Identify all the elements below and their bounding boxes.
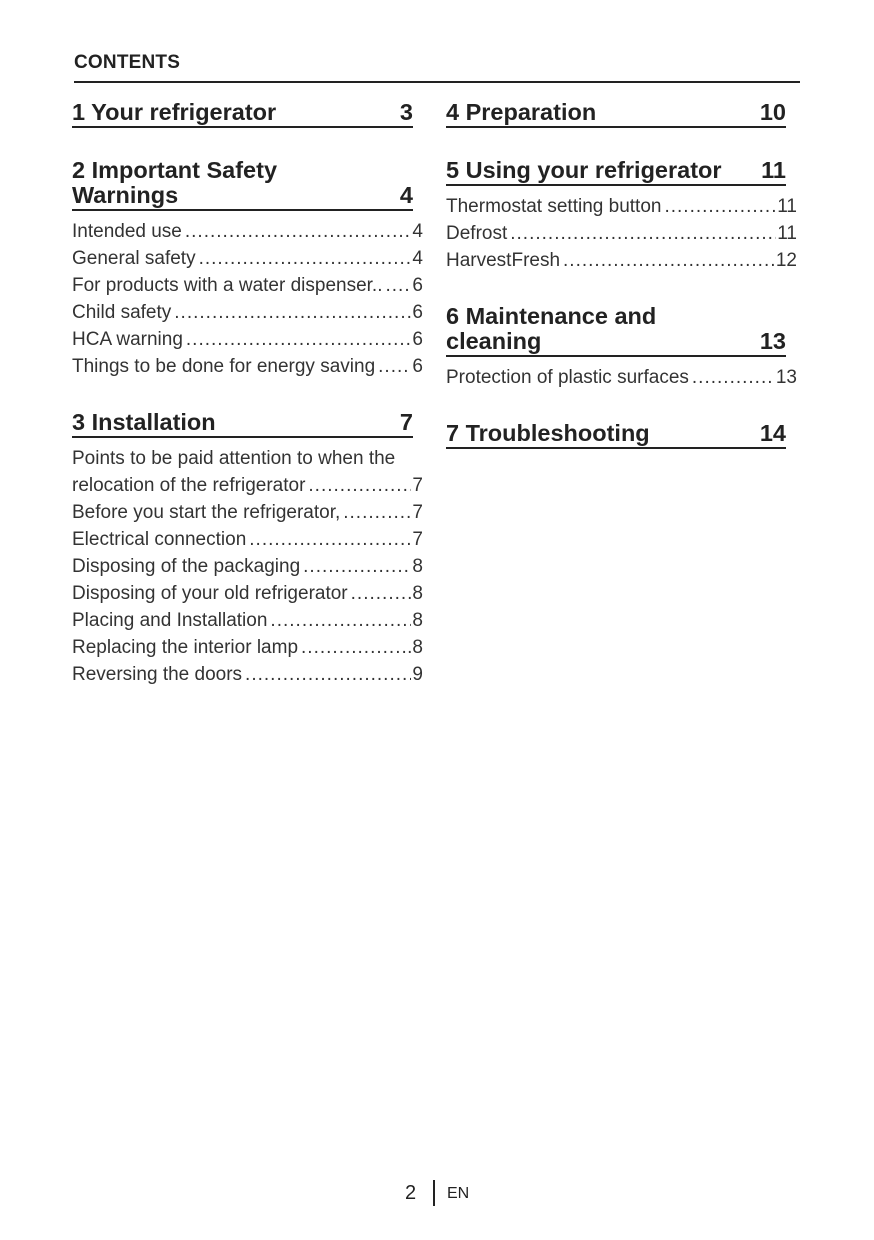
section-page-number: 11 <box>761 157 786 183</box>
entry-page: 8 <box>412 556 423 577</box>
section-title: 6 Maintenance and cleaning <box>446 303 657 354</box>
dot-leader <box>301 634 406 661</box>
toc-entry-list <box>446 193 797 274</box>
toc-entry[interactable] <box>446 220 797 247</box>
page-number: 2 <box>405 1182 417 1204</box>
dot-leader <box>186 326 412 353</box>
toc-entry[interactable] <box>72 299 423 326</box>
entry-label: Protection of plastic surfaces <box>446 367 689 388</box>
entry-page: .8 <box>407 637 423 658</box>
section-heading[interactable] <box>72 100 413 128</box>
dot-leader <box>174 299 411 326</box>
toc-entry[interactable] <box>72 526 423 553</box>
page-footer <box>0 1180 874 1206</box>
dot-leader <box>378 353 411 380</box>
toc-entry[interactable] <box>72 634 423 661</box>
dot-leader <box>270 607 411 634</box>
dot-leader <box>343 499 411 526</box>
section-title: 3 Installation <box>72 409 216 435</box>
entry-label: Reversing the doors <box>72 664 243 685</box>
toc-entry-multiline[interactable] <box>72 445 423 499</box>
dot-leader <box>510 220 776 247</box>
toc-entry[interactable] <box>446 193 797 220</box>
entry-label: Disposing of the packaging <box>72 556 301 577</box>
section-page-number: 4 <box>399 182 413 208</box>
dot-leader <box>185 218 412 245</box>
entry-label: HarvestFresh <box>446 250 561 271</box>
footer-divider <box>433 1180 435 1206</box>
toc-right-column <box>446 100 797 479</box>
entry-page: 4 <box>412 248 423 269</box>
entry-page: 7 <box>412 502 423 523</box>
toc-entry[interactable] <box>72 353 423 380</box>
entry-label: Before you start the refrigerator, <box>72 502 341 523</box>
entry-label: Thermostat setting button <box>446 196 662 217</box>
entry-page: 6 <box>412 302 423 323</box>
entry-page: 11 <box>777 223 797 244</box>
section-heading[interactable] <box>446 100 786 128</box>
section-heading[interactable] <box>446 304 786 357</box>
toc-entry[interactable] <box>72 607 423 634</box>
entry-page: 8 <box>412 610 423 631</box>
section-heading[interactable] <box>446 421 786 449</box>
toc-section-5 <box>446 158 797 274</box>
toc-entry[interactable] <box>446 364 797 391</box>
entry-page: 7 <box>412 529 423 550</box>
section-page-number: 14 <box>759 420 786 446</box>
dot-leader <box>664 193 776 220</box>
page-title: CONTENTS <box>74 52 181 73</box>
section-page-number: 10 <box>759 99 786 125</box>
entry-label: relocation of the refrigerator <box>72 475 306 496</box>
entry-page: 6 <box>412 329 423 350</box>
toc-section-4 <box>446 100 797 128</box>
entry-page: 8 <box>412 583 423 604</box>
dot-leader <box>308 472 411 499</box>
toc-section-1 <box>72 100 423 128</box>
toc-entry[interactable] <box>72 245 423 272</box>
contents-header <box>74 51 800 83</box>
toc-entry[interactable] <box>72 326 423 353</box>
toc-entry-list <box>446 364 797 391</box>
section-page-number: 7 <box>399 409 413 435</box>
toc-entry <box>72 472 423 499</box>
toc-entry[interactable] <box>72 218 423 245</box>
entry-page: 11 <box>777 196 797 217</box>
entry-page: 9 <box>412 664 423 685</box>
toc-entry[interactable] <box>72 553 423 580</box>
toc-entry[interactable] <box>72 272 423 299</box>
language-code: EN <box>447 1185 470 1202</box>
section-heading[interactable] <box>72 410 413 438</box>
dot-leader <box>385 272 411 299</box>
toc-entry-list <box>72 445 423 688</box>
section-heading[interactable] <box>446 158 786 186</box>
entry-label: Replacing the interior lamp <box>72 637 299 658</box>
section-title: 4 Preparation <box>446 99 597 125</box>
section-page-number: 13 <box>759 328 786 354</box>
entry-label: Defrost <box>446 223 508 244</box>
entry-page: 4 <box>412 221 423 242</box>
dot-leader <box>692 364 775 391</box>
section-title: 2 Important Safety Warnings <box>72 157 278 208</box>
toc-entry[interactable] <box>446 247 797 274</box>
entry-label: For products with a water dispenser.. <box>72 275 383 296</box>
toc-entry[interactable] <box>72 661 423 688</box>
dot-leader <box>245 661 411 688</box>
section-page-number: 3 <box>399 99 413 125</box>
dot-leader <box>249 526 411 553</box>
entry-page: 6 <box>412 356 423 377</box>
entry-page: 13 <box>775 367 797 388</box>
entry-label: Placing and Installation <box>72 610 268 631</box>
section-title: 1 Your refrigerator <box>72 99 277 125</box>
toc-left-column <box>72 100 423 718</box>
entry-label: Child safety <box>72 302 172 323</box>
toc-section-7 <box>446 421 797 449</box>
section-title: 5 Using your refrigerator <box>446 157 722 183</box>
toc-section-2 <box>72 158 423 380</box>
dot-leader <box>351 580 412 607</box>
toc-section-3 <box>72 410 423 688</box>
section-heading[interactable] <box>72 158 413 211</box>
toc-entry-list <box>72 218 423 380</box>
toc-entry[interactable] <box>72 499 423 526</box>
dot-leader <box>303 553 411 580</box>
entry-label: Things to be done for energy saving <box>72 356 376 377</box>
section-title: 7 Troubleshooting <box>446 420 650 446</box>
toc-entry[interactable] <box>72 580 423 607</box>
dot-leader <box>563 247 775 274</box>
entry-label: Intended use <box>72 221 182 242</box>
entry-label: Disposing of your old refrigerator <box>72 583 348 604</box>
entry-page: 12 <box>775 250 797 271</box>
entry-label: HCA warning <box>72 329 183 350</box>
entry-page: 7 <box>412 475 423 496</box>
entry-label-line1: Points to be paid attention to when the <box>72 448 396 469</box>
dot-leader <box>199 245 412 272</box>
entry-page: 6 <box>412 275 423 296</box>
toc-section-6 <box>446 304 797 391</box>
entry-label: Electrical connection <box>72 529 247 550</box>
entry-label: General safety <box>72 248 196 269</box>
